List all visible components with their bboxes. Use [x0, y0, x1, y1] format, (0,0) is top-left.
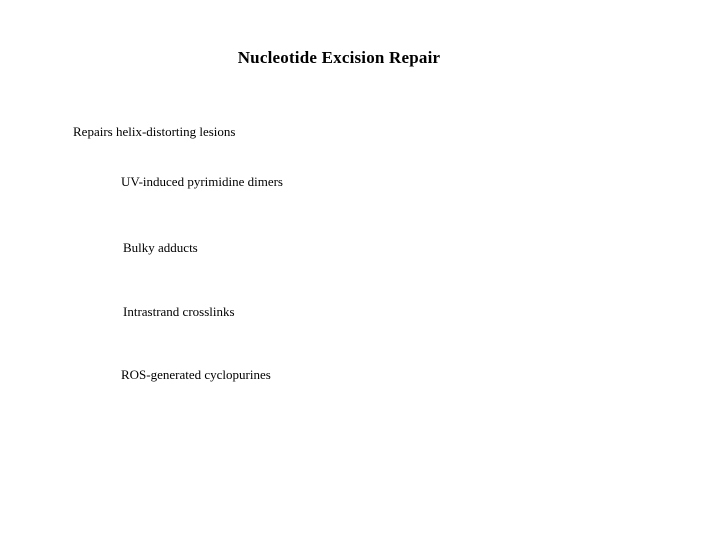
lesion-item-bulky-adducts: Bulky adducts: [123, 240, 198, 255]
lesion-item-cyclopurines: ROS-generated cyclopurines: [121, 367, 271, 382]
lesion-item-uv-dimers: UV-induced pyrimidine dimers: [121, 174, 283, 189]
lesion-item-crosslinks: Intrastrand crosslinks: [123, 304, 235, 319]
lead-text: Repairs helix-distorting lesions: [73, 124, 236, 139]
slide-title: Nucleotide Excision Repair: [237, 48, 441, 67]
